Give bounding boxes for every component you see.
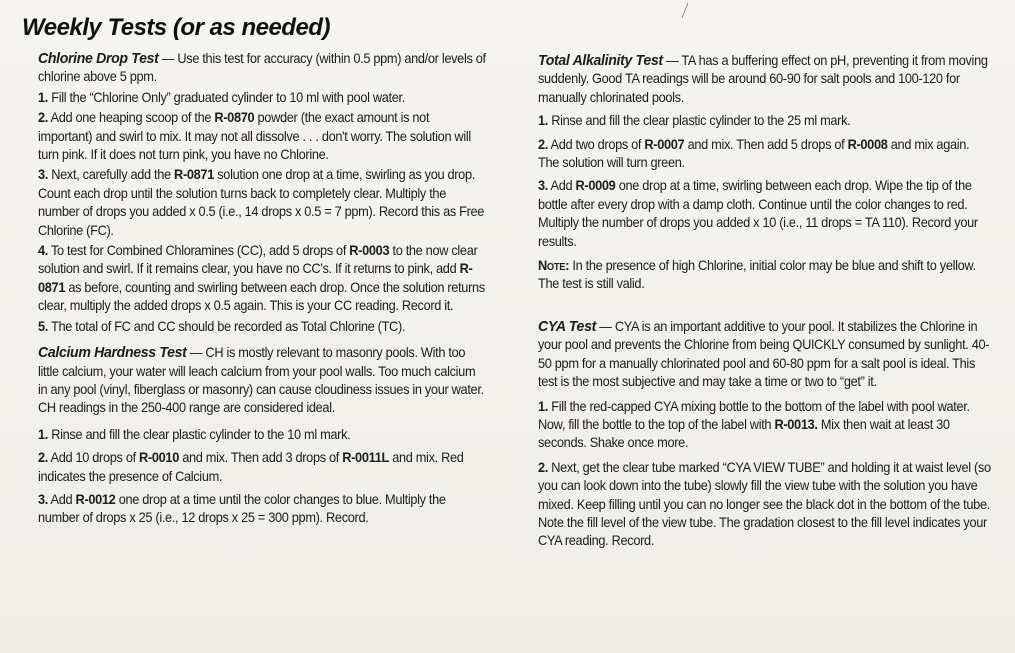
chlorine-heading: Chlorine Drop Test (38, 50, 159, 67)
cya-intro: CYA Test — CYA is an important additive to your pool. It stabilizes the Chlorine in your pool and prevents the Chlorine from being QUICKLY consumed by sunlight. 40-50 ppm for a manually chlorinated pool and 60-80 ppm for a salt pool is ideal. This test is the most subjective and may take a time or two to “get” it. (538, 317, 990, 390)
alkalinity-section (538, 52, 993, 294)
calcium-step-1: 1. Rinse and fill the clear plastic cylinder to the 10 ml mark. (38, 426, 351, 442)
alkalinity-step-1: 1. Rinse and fill the clear plastic cylinder to the 25 ml mark. (538, 113, 851, 129)
reagent-code: R-0008 (847, 136, 888, 152)
reagent-code: R-0007 (644, 136, 685, 152)
reagent-code: R-0003 (349, 243, 390, 259)
calcium-section (38, 344, 488, 528)
reagent-code: R-0010 (139, 450, 179, 466)
alkalinity-note: Note: In the presence of high Chlorine, initial color may be blue and shift to yellow. The test is still valid. (538, 258, 976, 292)
alkalinity-intro: Total Alkalinity Test — TA has a buffering effect on pH, preventing it from moving suddenly. Good TA readings will be around 60-90 for salt pools and 100-120 for manually chlorinated pools. (538, 52, 988, 105)
right-column (538, 52, 993, 553)
chlorine-step-3: 3. Next, carefully add the R-0871 solution one drop at a time, swirling as you drop. Count each drop until the solution turns back to completely clear. Multiply the number of drops you added x 0.5 (i.e., 14 drops x 0.5 = 7 ppm). Record this as Free Chlorine (FC). (38, 167, 485, 238)
chlorine-step-5: 5. The total of FC and CC should be recorded as Total Chlorine (TC). (38, 318, 406, 334)
reagent-code: R-0011L (342, 450, 389, 466)
left-column (38, 50, 488, 530)
alkalinity-heading: Total Alkalinity Test (538, 52, 663, 69)
cya-heading: CYA Test (538, 317, 596, 335)
cya-section (538, 318, 993, 551)
calcium-step-2: 2. Add 10 drops of R-0010 and mix. Then add 3 drops of R-0011L and mix. Red indicates the presence of Calcium. (38, 450, 464, 484)
chlorine-section (38, 50, 488, 336)
calcium-heading: Calcium Hardness Test (38, 344, 187, 362)
page-title: Weekly Tests (or as needed) (22, 14, 330, 41)
cya-step-1: 1. Fill the red-capped CYA mixing bottle to the bottom of the label with pool water. Now, fill the bottle to the top of the label with R-0013. Mix then wait at least 30 seconds. Shake once more. (538, 398, 970, 451)
calcium-step-3: 3. Add R-0012 one drop at a time until the color changes to blue. Multiply the number of drops x 25 (i.e., 12 drops x 25 = 300 ppm). Record. (38, 491, 446, 526)
alkalinity-step-3: 3. Add R-0009 one drop at a time, swirling between each drop. Wipe the tip of the bottle after every drop with a damp cloth. Continue until the color changes to red. Multiply the number of drops you added x 10 (i.e., 11 drops = TA 110). Record your results. (538, 178, 978, 249)
cya-step-2: 2. Next, get the clear tube marked “CYA VIEW TUBE” and holding it at waist level (so you can look down into the tube) slowly fill the view tube with the solution you have mixed. Keep filling until you can no longer see the black dot in the bottom of the tube. Note the fill level of the view tube. The gradation closest to the fill level indicates your CYA reading. Record. (538, 459, 991, 549)
calcium-intro: Calcium Hardness Test — CH is mostly relevant to masonry pools. With too little calcium, your water will leach calcium from your pool walls. Too much calcium in any pool (vinyl, fiberglass or masonry) can cause cloudiness issues in your water. CH readings in the 250-400 range are considered ideal. (38, 344, 484, 416)
reagent-code: R-0871 (174, 167, 215, 183)
reagent-code: R-0871 (38, 261, 473, 295)
alkalinity-step-2: 2. Add two drops of R-0007 and mix. Then add 5 drops of R-0008 and mix again. The solution will turn green. (538, 136, 970, 171)
chlorine-step-1: 1. Fill the “Chlorine Only” graduated cylinder to 10 ml with pool water. (38, 89, 405, 105)
chlorine-step-4: 4. To test for Combined Chloramines (CC), add 5 drops of R-0003 to the now clear solution and swirl. If it remains clear, you have no CC's. If it returns to pink, add R-0871 as before, counting and swirling between each drop. Once the solution returns clear, multiply the added drops x 0.5 again. This is your CC reading. Record it. (38, 243, 485, 314)
reagent-code: R-0013. (774, 416, 818, 432)
reagent-code: R-0009 (575, 178, 616, 194)
chlorine-intro: Chlorine Drop Test — Use this test for accuracy (within 0.5 ppm) and/or levels of chlorine above 5 ppm. (38, 50, 486, 85)
reagent-code: R-0870 (214, 110, 255, 126)
pen-mark-decoration (680, 2, 690, 20)
chlorine-step-2: 2. Add one heaping scoop of the R-0870 powder (the exact amount is not important) and swirl to mix. It may not all dissolve . . . don't worry. The solution will turn pink. If it does not turn pink, you have no Chlorine. (38, 110, 471, 163)
reagent-code: R-0012 (75, 491, 116, 507)
